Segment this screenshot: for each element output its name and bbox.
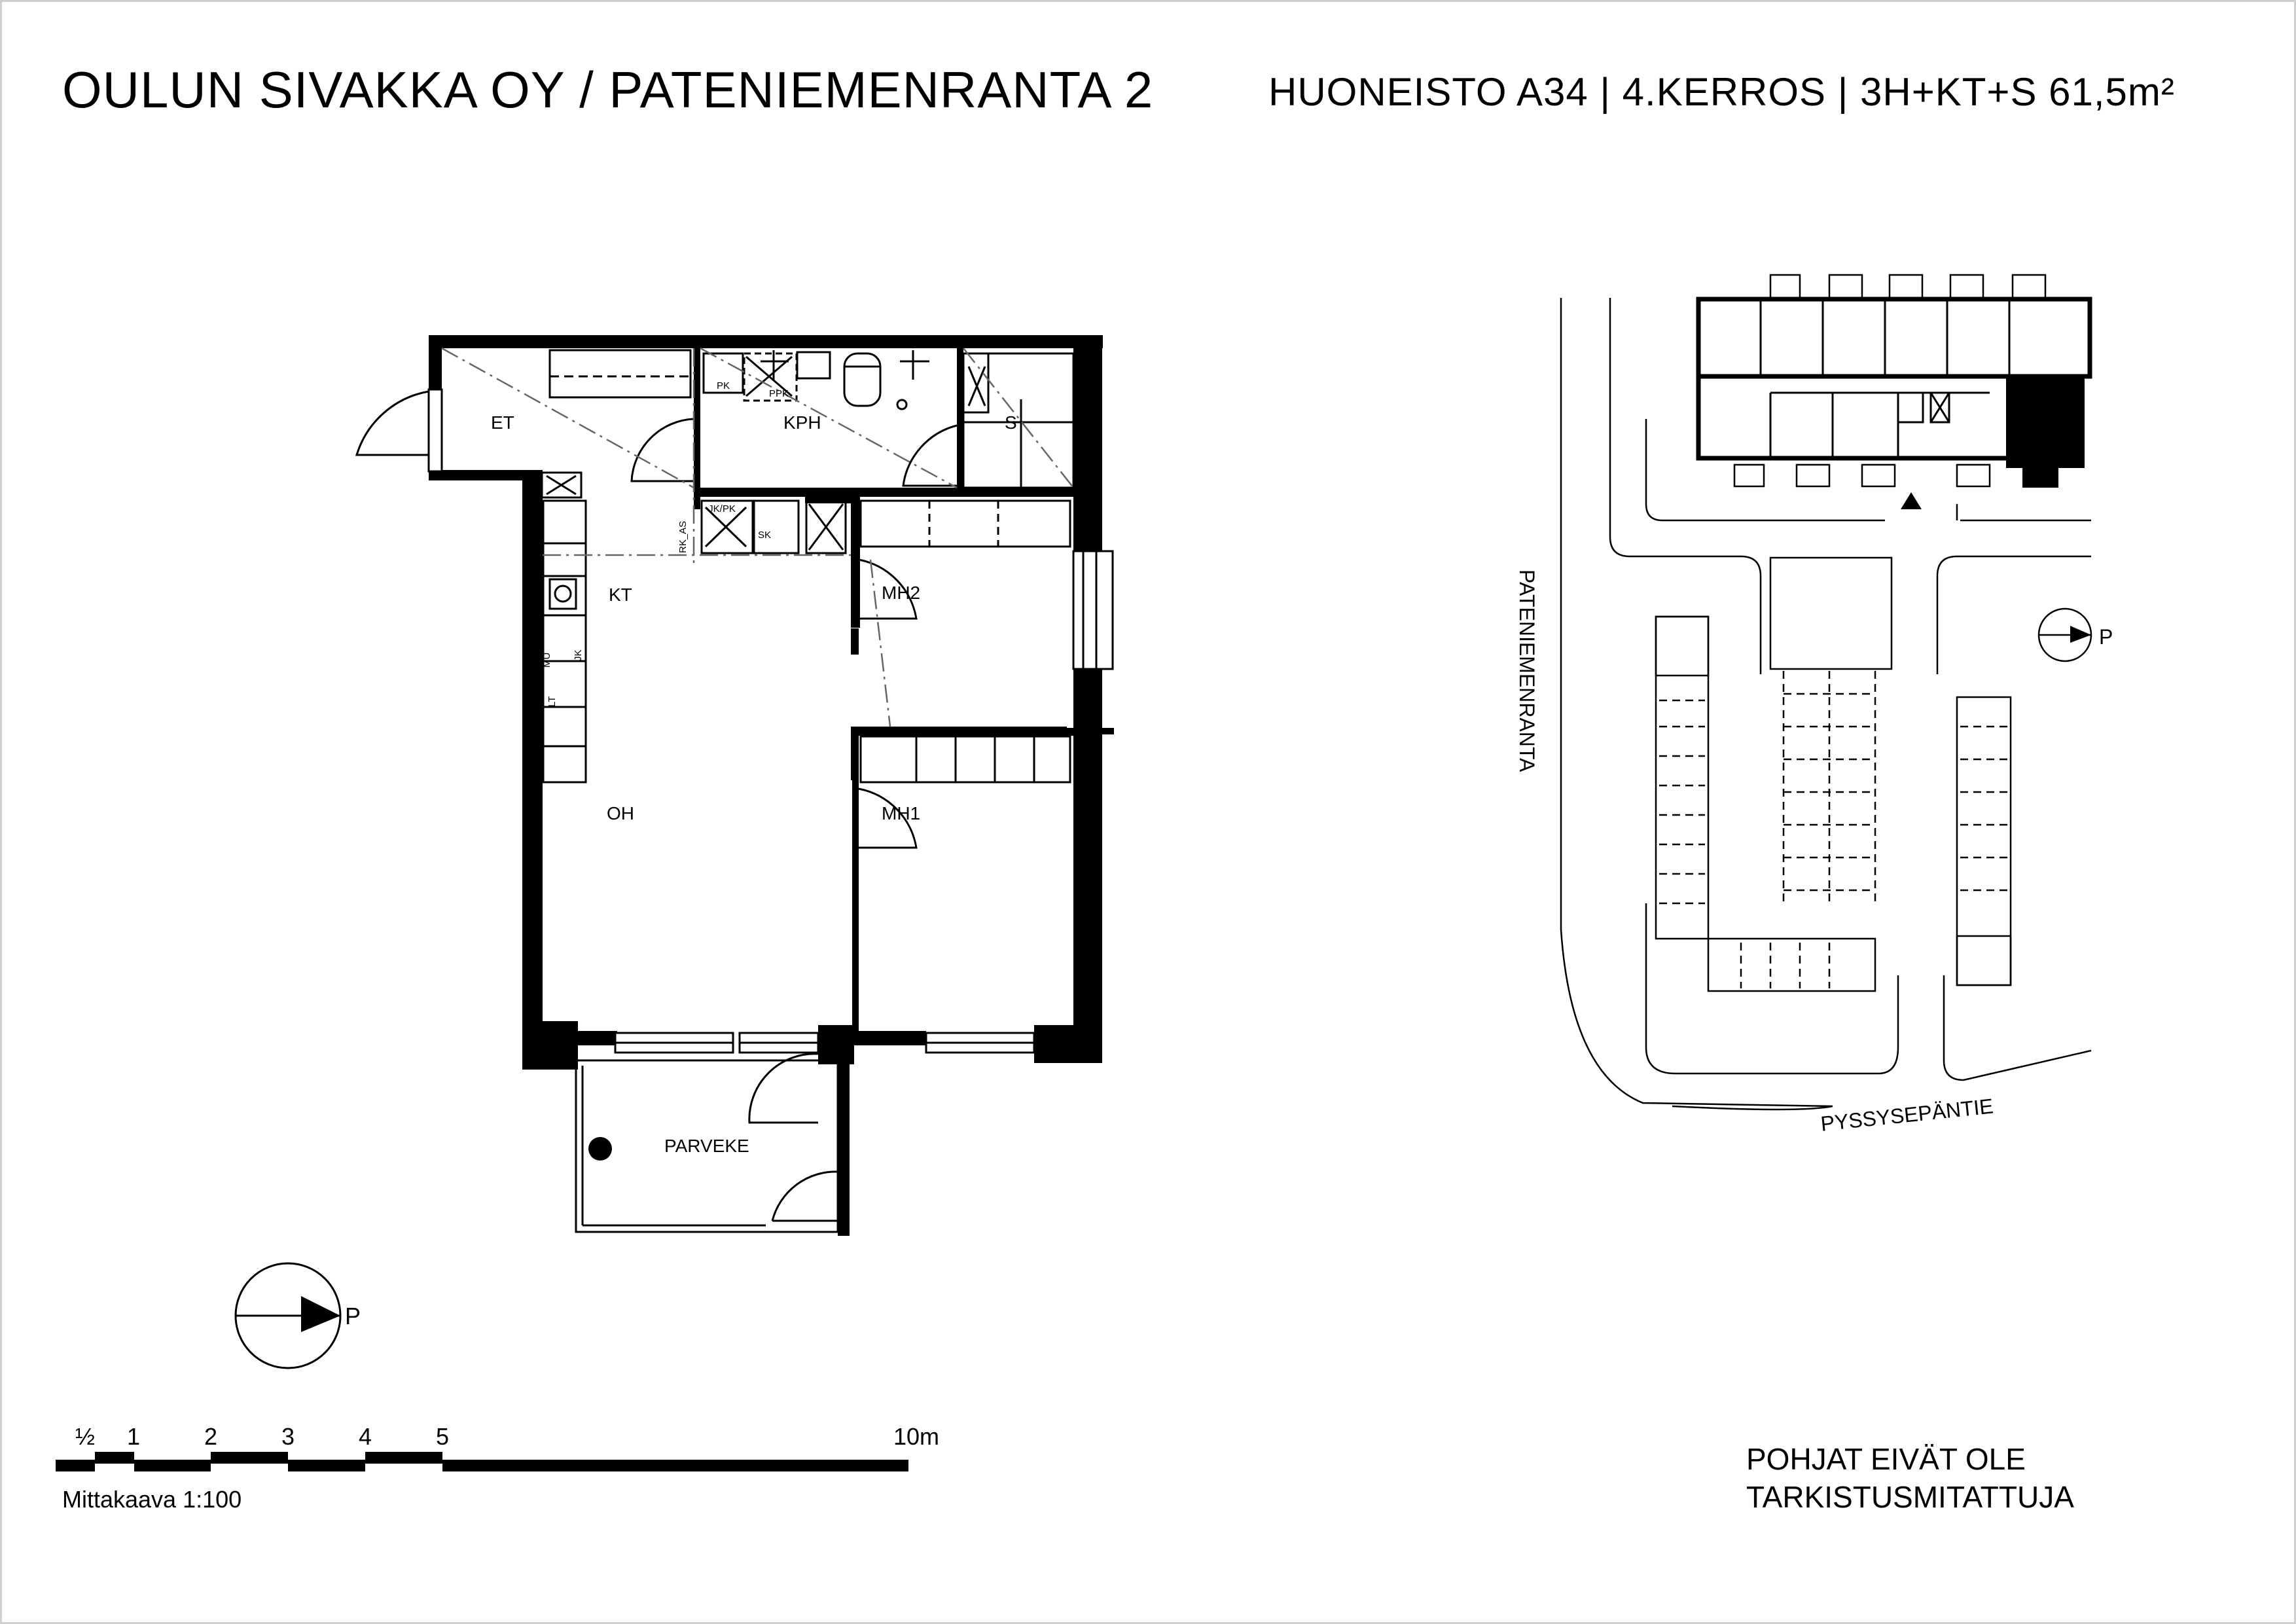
fixture-label-jk-pk: JK/PK	[708, 503, 736, 514]
scale-label-3: 3	[281, 1423, 295, 1450]
room-label-mh1: MH1	[882, 803, 921, 823]
scale-bar	[56, 1423, 939, 1513]
scale-label-10m: 10m	[893, 1423, 940, 1450]
north-label: P	[345, 1303, 361, 1329]
fixture-label-lt: LT	[547, 696, 558, 707]
interior-walls	[694, 339, 1114, 1032]
scale-label-5: 5	[435, 1423, 450, 1450]
project-title: OULUN SIVAKKA OY / PATENIEMENRANTA 2	[62, 61, 1154, 118]
room-label-et: ET	[491, 412, 514, 433]
north-arrow-icon	[236, 1263, 361, 1368]
room-label-mh2: MH2	[882, 583, 921, 603]
fixture-label-sk: SK	[757, 530, 772, 541]
disclaimer-note	[1746, 1440, 2074, 1516]
site-apartment-highlight	[2006, 376, 2085, 488]
scale-label-4: 4	[358, 1423, 372, 1450]
site-entrance-marker-icon	[1901, 492, 1922, 509]
balcony-drain-icon	[588, 1137, 612, 1161]
fixture-label-jk: JK	[573, 649, 584, 661]
exterior-walls	[429, 335, 1103, 1236]
room-label-s: S	[1005, 412, 1017, 433]
floor-plan	[357, 335, 1114, 1236]
scale-caption: Mittakaava 1:100	[62, 1486, 242, 1513]
disclaimer-line-2: TARKISTUSMITATTUJA	[1746, 1480, 2074, 1514]
fixture-label-mu: MU	[541, 652, 552, 668]
room-label-kt: KT	[609, 585, 632, 605]
fixture-label-ppk: PPK	[768, 388, 789, 399]
site-north-arrow-icon	[2039, 609, 2113, 661]
scale-label-half: ½	[75, 1423, 96, 1450]
street-label-pateniemenranta: PATENIEMENRANTA	[1515, 569, 1539, 772]
room-label-kph: KPH	[783, 412, 821, 433]
street-label-pyssysepantie: PYSSYSEPÄNTIE	[1819, 1094, 1995, 1136]
scale-label-1: 1	[126, 1423, 141, 1450]
scale-label-2: 2	[204, 1423, 218, 1450]
apartment-info: HUONEISTO A34 | 4.KERROS | 3H+KT+S 61,5m²	[1268, 70, 2175, 114]
fixture-label-pk: PK	[716, 380, 730, 391]
room-label-parveke: PARVEKE	[664, 1136, 749, 1156]
site-north-label: P	[2099, 625, 2113, 649]
disclaimer-line-1: POHJAT EIVÄT OLE	[1746, 1442, 2026, 1476]
fixtures-outline	[357, 350, 1113, 1232]
room-label-oh: OH	[607, 803, 634, 823]
fixture-label-rk-as: RK_AS	[677, 520, 689, 553]
